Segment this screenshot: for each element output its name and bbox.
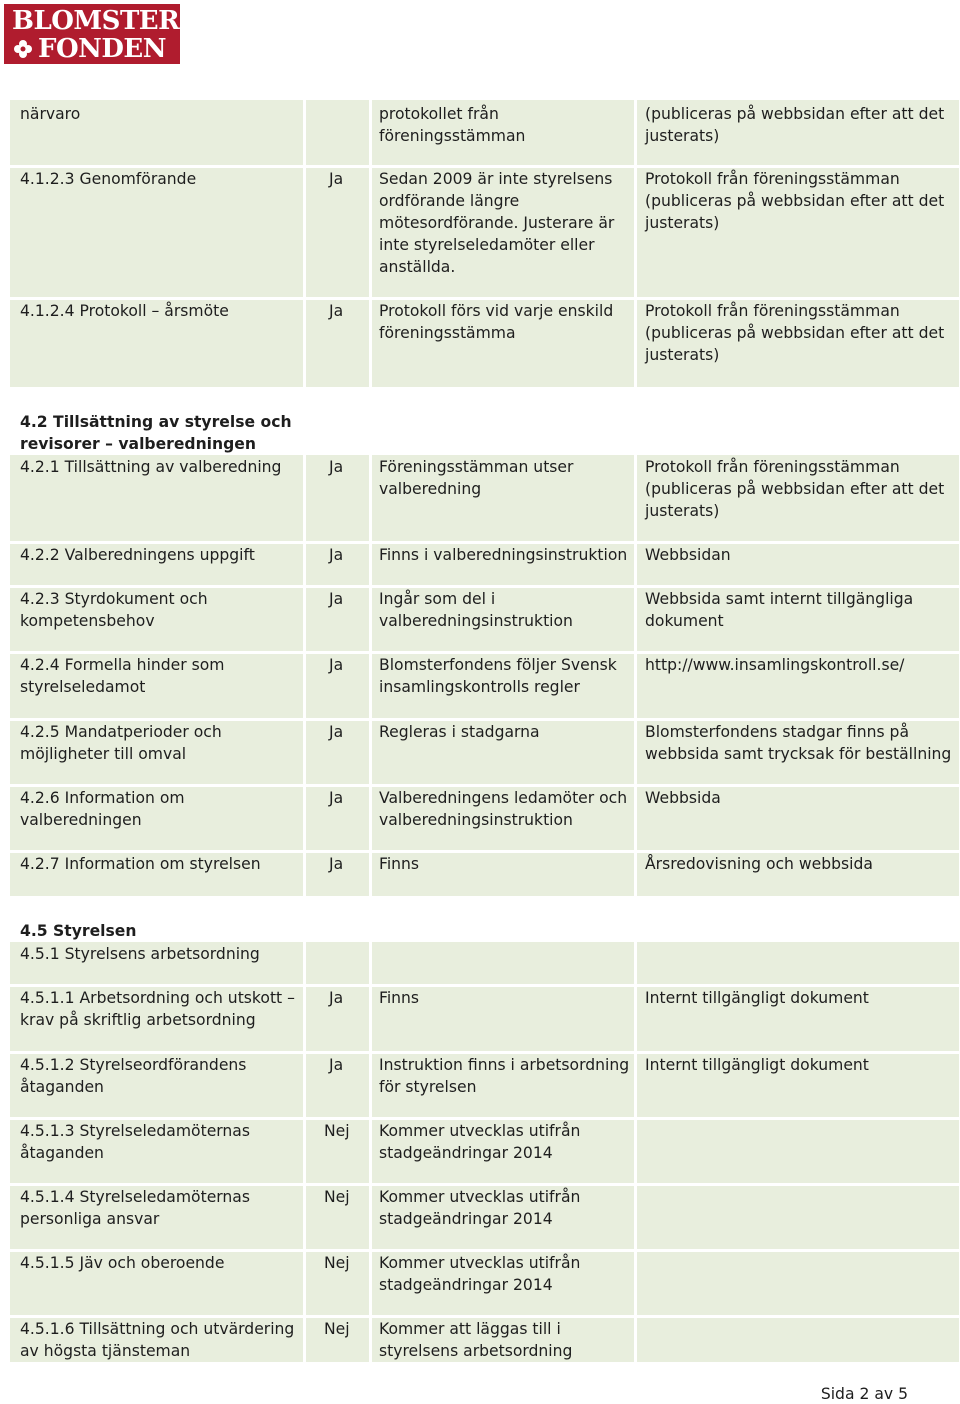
- row-name: 4.2.6 Information om valberedningen: [20, 789, 185, 829]
- row-answer: Nej: [324, 1254, 350, 1272]
- row-source: Internt tillgängligt dokument: [645, 1056, 869, 1074]
- row-comment: Kommer att läggas till i styrelsens arbetsordning: [379, 1320, 573, 1360]
- logo-line-2: FONDEN: [38, 34, 167, 64]
- row-source: Blomsterfondens stadgar finns på webbsida samt trycksak för beställning: [645, 723, 952, 763]
- row-comment: Valberedningens ledamöter och valberedningsinstruktion: [379, 789, 628, 829]
- row-answer: Ja: [329, 590, 344, 608]
- row-name: 4.2.1 Tillsättning av valberedning: [20, 458, 282, 476]
- row-name: 4.5.1.4 Styrelseledamöternas personliga ansvar: [20, 1188, 250, 1228]
- row-name: 4.2.4 Formella hinder som styrelseledamot: [20, 656, 225, 696]
- row-name: 4.5.1.5 Jäv och oberoende: [20, 1254, 225, 1272]
- row-comment: Finns i valberedningsinstruktion: [379, 546, 628, 564]
- column-divider: [303, 942, 306, 1362]
- row-name: 4.5.1.2 Styrelseordförandens åtaganden: [20, 1056, 247, 1096]
- row-name: 4.2.3 Styrdokument och kompetensbehov: [20, 590, 208, 630]
- row-comment: Kommer utvecklas utifrån stadgeändringar 2014: [379, 1254, 581, 1294]
- row-source: Protokoll från föreningsstämman (publiceras på webbsidan efter att det justerats): [645, 458, 945, 520]
- row-answer: Ja: [329, 302, 344, 320]
- section-heading-4-2: 4.2 Tillsättning av styrelse och revisorer – valberedningen: [20, 413, 292, 453]
- row-name: 4.5.1.3 Styrelseledamöternas åtaganden: [20, 1122, 250, 1162]
- row-answer: Ja: [329, 855, 344, 873]
- row-name: 4.2.7 Information om styrelsen: [20, 855, 261, 873]
- row-name: 4.5.1 Styrelsens arbetsordning: [20, 945, 260, 963]
- row-answer: Ja: [329, 1056, 344, 1074]
- row-comment: Protokoll förs vid varje enskild föreningsstämma: [379, 302, 614, 342]
- blomsterfonden-logo: [4, 4, 180, 64]
- column-divider: [369, 942, 372, 1362]
- row-comment: Regleras i stadgarna: [379, 723, 540, 741]
- row-answer: Nej: [324, 1188, 350, 1206]
- row-source: Webbsida: [645, 789, 721, 807]
- row-name: 4.2.2 Valberedningens uppgift: [20, 546, 255, 564]
- row-answer: Ja: [329, 989, 344, 1007]
- row-name: 4.5.1.1 Arbetsordning och utskott – krav på skriftlig arbetsordning: [20, 989, 295, 1029]
- row-comment: Ingår som del i valberedningsinstruktion: [379, 590, 573, 630]
- row-answer: Ja: [329, 170, 344, 188]
- row-answer: Nej: [324, 1122, 350, 1140]
- row-comment: Finns: [379, 855, 420, 873]
- row-comment: Blomsterfondens följer Svensk insamlingskontrolls regler: [379, 656, 617, 696]
- row-answer: Nej: [324, 1320, 350, 1338]
- row-name: 4.2.5 Mandatperioder och möjligheter till omval: [20, 723, 222, 763]
- row-comment: Föreningsstämman utser valberedning: [379, 458, 574, 498]
- row-answer: Ja: [329, 789, 344, 807]
- column-divider: [303, 100, 306, 387]
- column-divider: [303, 455, 306, 896]
- flower-icon: [12, 38, 34, 60]
- row-source: Protokoll från föreningsstämman (publiceras på webbsidan efter att det justerats): [645, 302, 945, 364]
- row-answer: Ja: [329, 546, 344, 564]
- column-divider: [634, 455, 637, 896]
- section-heading-4-5: 4.5 Styrelsen: [20, 922, 137, 940]
- column-divider: [369, 100, 372, 387]
- row-answer: Ja: [329, 656, 344, 674]
- row-comment: Kommer utvecklas utifrån stadgeändringar 2014: [379, 1122, 581, 1162]
- row-comment: Instruktion finns i arbetsordning för styrelsen: [379, 1056, 630, 1096]
- row-source: (publiceras på webbsidan efter att det justerats): [645, 105, 945, 145]
- page-number: Sida 2 av 5: [820, 1385, 908, 1403]
- row-source: Årsredovisning och webbsida: [645, 855, 873, 873]
- row-source: Protokoll från föreningsstämman (publiceras på webbsidan efter att det justerats): [645, 170, 945, 232]
- row-source-link[interactable]: http://www.insamlingskontroll.se/: [645, 656, 905, 674]
- row-name: närvaro: [20, 105, 81, 123]
- column-divider: [634, 942, 637, 1362]
- row-name: 4.5.1.6 Tillsättning och utvärdering av högsta tjänsteman: [20, 1320, 295, 1360]
- row-comment: Sedan 2009 är inte styrelsens ordförande längre mötesordförande. Justerare är inte styrelseledamöter eller anställda.: [379, 170, 615, 276]
- column-divider: [369, 455, 372, 896]
- logo-line-1: BLOMSTER: [12, 6, 180, 36]
- row-name: 4.1.2.4 Protokoll – årsmöte: [20, 302, 229, 320]
- logo-line-2-wrap: [12, 34, 166, 64]
- row-comment: protokollet från föreningsstämman: [379, 105, 526, 145]
- row-answer: Ja: [329, 723, 344, 741]
- row-source: Internt tillgängligt dokument: [645, 989, 869, 1007]
- row-source: Webbsidan: [645, 546, 731, 564]
- column-divider: [634, 100, 637, 387]
- row-name: 4.1.2.3 Genomförande: [20, 170, 197, 188]
- row-comment: Kommer utvecklas utifrån stadgeändringar 2014: [379, 1188, 581, 1228]
- row-answer: Ja: [329, 458, 344, 476]
- row-source: Webbsida samt internt tillgängliga dokument: [645, 590, 914, 630]
- row-comment: Finns: [379, 989, 420, 1007]
